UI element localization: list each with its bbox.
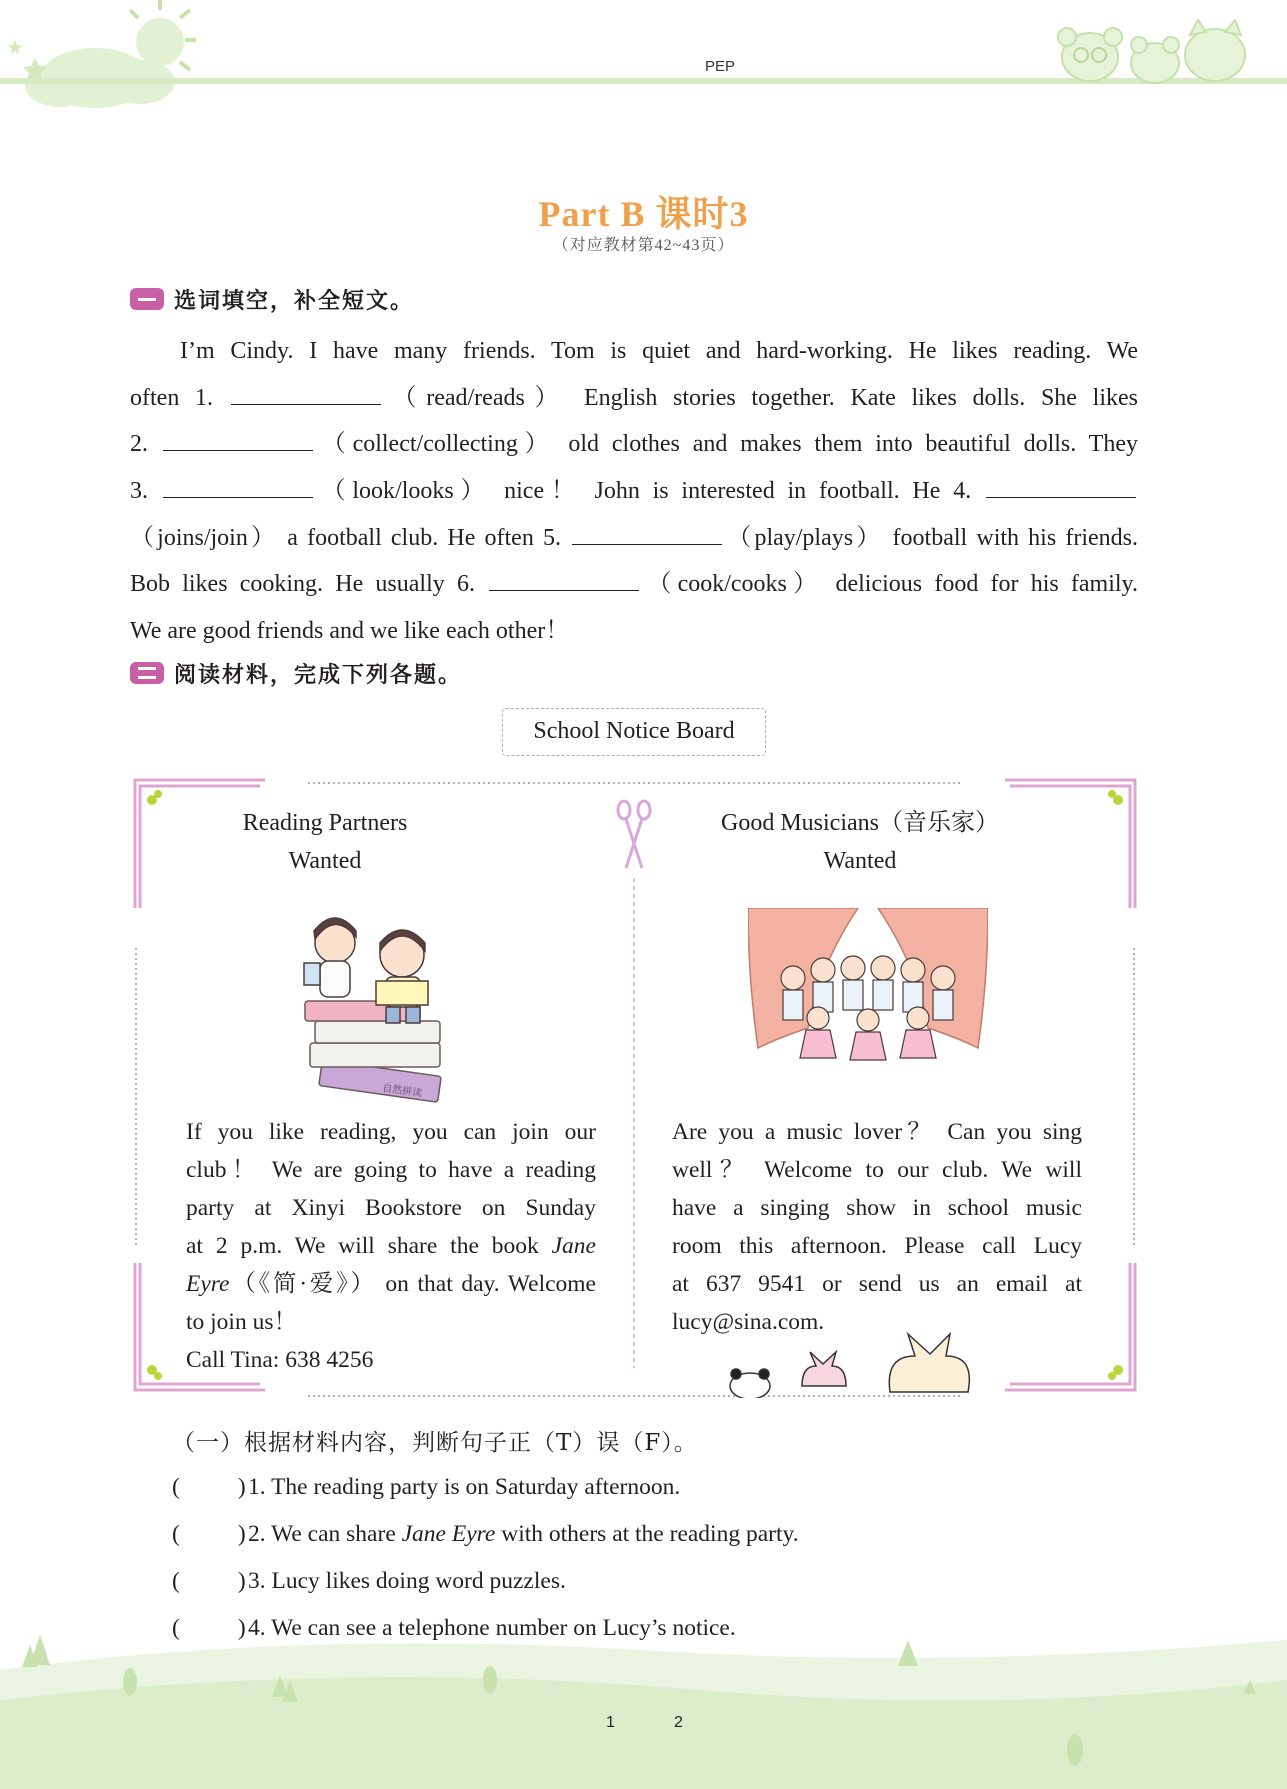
scissors-icon [614, 798, 654, 878]
header-tag: PEP [704, 58, 735, 75]
blank-4[interactable] [986, 476, 1136, 498]
cloze-passage [130, 328, 1138, 655]
passage-line-2: often 1. （read/reads） English stories together. Kate likes dolls. She likes [130, 384, 1139, 411]
section-2-badge [130, 662, 164, 684]
reading-notice-title: Reading Partners Wanted [242, 810, 408, 874]
judgement-instructions: （一）根据材料内容，判断句子正（T）误（F）。 [172, 1430, 698, 1456]
blank-6[interactable] [489, 569, 639, 591]
passage-line-7: We are good friends and we like each other！ [130, 618, 570, 645]
svg-text:自然拼读: 自然拼读 [381, 1083, 423, 1100]
answer-bracket-2[interactable]: ( ) [172, 1521, 246, 1547]
notice-board-title: School Notice Board [502, 708, 766, 756]
animals-peeking-decoration [720, 1326, 990, 1398]
passage-line-4: 3. （look/looks） nice！ John is interested in football. He 4. [130, 468, 1138, 515]
page-number-left: 1 [606, 1714, 615, 1731]
music-notice-email: lucy@sina.com. [672, 1309, 825, 1335]
blank-1[interactable] [231, 383, 381, 405]
answer-bracket-3[interactable]: ( ) [172, 1568, 246, 1594]
sun-cloud-decoration [0, 0, 200, 115]
question-3: ( )3. Lucy likes doing word puzzles. [172, 1568, 566, 1594]
reading-kids-illustration [290, 903, 470, 1103]
notice-board [130, 778, 1140, 1398]
answer-bracket-4[interactable]: ( ) [172, 1615, 246, 1641]
section-1-label: 选词填空，补全短文。 [174, 288, 415, 314]
section-1-header [130, 284, 414, 314]
lesson-subtitle: （对应教材第42~43页） [552, 237, 735, 254]
lesson-title: Part B 课时3 [538, 194, 749, 234]
reading-notice-text: If you like reading, you can join our club！ We are going to have a reading party at Xinyi Bookstore on Sunday at 2 p.m. We will share the book Jane Eyre（《简·爱》） on that day. Welcome to join us！ Call Tina: 638 4256 [186, 1113, 596, 1379]
question-4: ( )4. We can see a telephone number on Lucy’s notice. [172, 1615, 736, 1641]
animals-decoration [1055, 15, 1255, 85]
reading-notice-contact: Call Tina: 638 4256 [186, 1347, 374, 1373]
section-1-badge [130, 288, 164, 310]
page-number-right: 2 [674, 1714, 683, 1731]
passage-line-1: I’m Cindy. I have many friends. Tom is quiet and hard-working. He likes reading. We [180, 338, 1138, 364]
blank-3[interactable] [163, 476, 313, 498]
music-notice-title: Good Musicians（音乐家） Wanted [721, 810, 999, 874]
blank-2[interactable] [163, 429, 313, 451]
question-1: ( )1. The reading party is on Saturday afternoon. [172, 1474, 681, 1500]
passage-line-3: 2. （collect/collecting） old clothes and makes them into beautiful dolls. They [130, 431, 1138, 458]
music-notice-text: Are you a music lover？ Can you sing well？ Welcome to our club. We will have a singing show in school music room this afternoon. Please call Lucy at 637 9541 or send us an email at lucy@sina.com. [672, 1113, 1082, 1341]
section-2-header [130, 658, 462, 688]
grass-hills-footer [0, 1620, 1287, 1789]
question-2: ( )2. We can share Jane Eyre with others at the reading party. [172, 1521, 799, 1547]
singing-kids-illustration [748, 908, 988, 1088]
answer-bracket-1[interactable]: ( ) [172, 1474, 246, 1500]
blank-5[interactable] [572, 523, 722, 545]
passage-line-5: （joins/join） a football club. He often 5. （play/plays） football with his friends. [130, 524, 1138, 551]
section-2-label: 阅读材料，完成下列各题。 [174, 662, 463, 688]
passage-line-6: Bob likes cooking. He usually 6. （cook/cooks） delicious food for his family. [130, 571, 1138, 598]
